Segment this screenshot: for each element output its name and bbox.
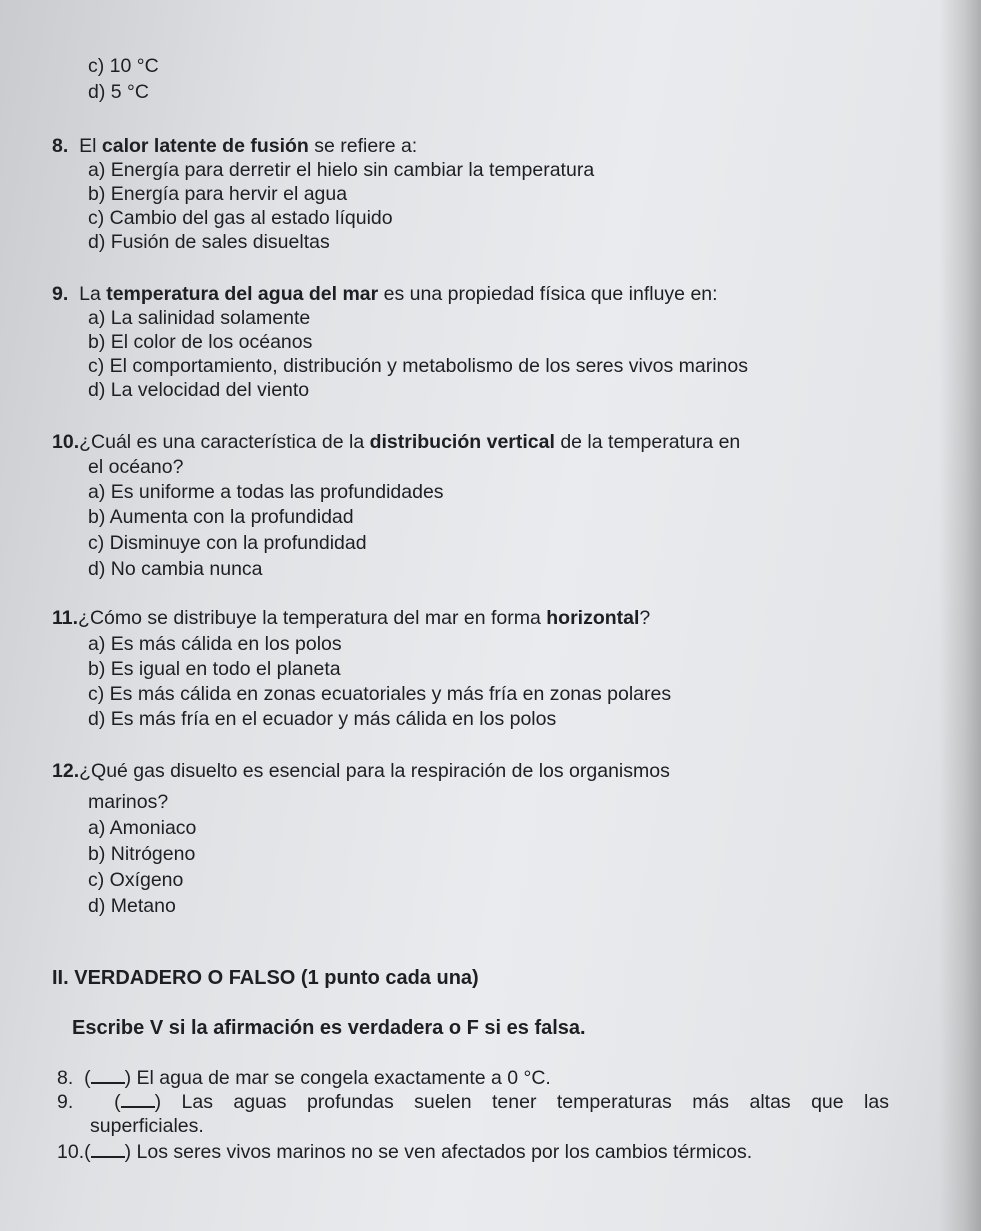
q10-option-b: b) Aumenta con la profundidad (88, 506, 354, 528)
section-title: II. VERDADERO O FALSO (1 punto cada una) (52, 967, 479, 989)
tf-item-8: 8. ( ) El agua de mar se congela exactamente a 0 °C. (57, 1067, 551, 1089)
tf-number: 10. (57, 1141, 85, 1163)
option-c-q7 (88, 54, 159, 78)
question-bold-text: horizontal (546, 607, 640, 629)
option-letter: c) (88, 55, 105, 77)
tf-item-9: 9. ( ) Las aguas profundas suelen tener temperaturas más altas que las (57, 1091, 889, 1113)
question-8 (52, 134, 417, 158)
tf-number: 9. (57, 1091, 74, 1113)
question-number: 12. (52, 760, 80, 782)
q11-option-b: b) Es igual en todo el planeta (88, 658, 341, 680)
tf-text: Los seres vivos marinos no se ven afectados por los cambios térmicos. (136, 1141, 753, 1163)
question-number: 11. (52, 607, 79, 629)
question-10 (52, 430, 740, 454)
question-text: ¿Cuál es una característica de la (79, 431, 370, 453)
question-number: 8. (52, 135, 69, 157)
option-text: 10 °C (109, 55, 159, 77)
page-edge-shadow (939, 0, 981, 1231)
q12-option-d: d) Metano (88, 895, 176, 917)
question-text: ¿Cómo se distribuye la temperatura del mar en forma (78, 607, 547, 629)
q12-option-b: b) Nitrógeno (88, 843, 196, 865)
q12-option-a: a) Amoniaco (88, 817, 197, 839)
question-text: de la temperatura en (554, 431, 741, 453)
question-text: se refiere a: (308, 135, 418, 157)
q9-option-b: b) El color de los océanos (88, 331, 313, 353)
option-text: 5 °C (110, 81, 149, 103)
q9-option-a: a) La salinidad solamente (88, 307, 311, 329)
q11-option-d: d) Es más fría en el ecuador y más cálida en los polos (88, 708, 557, 730)
q8-option-a: a) Energía para derretir el hielo sin cambiar la temperatura (88, 159, 595, 181)
question-text: El (79, 135, 102, 157)
q9-option-c: c) El comportamiento, distribución y metabolismo de los seres vivos marinos (88, 355, 749, 377)
question-bold-text: distribución vertical (369, 431, 555, 453)
question-text: ? (639, 607, 651, 629)
q8-option-d: d) Fusión de sales disueltas (88, 231, 330, 253)
q8-option-c: c) Cambio del gas al estado líquido (88, 207, 393, 229)
q12-text-line2: marinos? (88, 791, 169, 813)
q10-option-d: d) No cambia nunca (88, 558, 263, 580)
q11-option-a: a) Es más cálida en los polos (88, 633, 342, 655)
q12-option-c: c) Oxígeno (88, 869, 184, 891)
option-letter: d) (88, 81, 106, 103)
question-number: 9. (52, 283, 69, 305)
q10-option-a: a) Es uniforme a todas las profundidades (88, 481, 444, 503)
answer-blank[interactable] (91, 1066, 125, 1084)
section-instruction: Escribe V si la afirmación es verdadera o F si es falsa. (72, 1017, 586, 1039)
question-bold-text: calor latente de fusión (101, 135, 309, 157)
tf-text: Las aguas profundas suelen tener temperaturas más altas que las (181, 1091, 889, 1113)
question-text: La (79, 283, 107, 305)
option-d-q7 (88, 80, 149, 104)
q10-text-line2: el océano? (88, 456, 184, 478)
tf-item-10: 10.( ) Los seres vivos marinos no se ven afectados por los cambios térmicos. (57, 1141, 753, 1163)
answer-blank[interactable] (121, 1090, 155, 1108)
tf-number: 8. (57, 1067, 74, 1089)
q11-option-c: c) Es más cálida en zonas ecuatoriales y más fría en zonas polares (88, 683, 672, 705)
question-number: 10. (52, 431, 80, 453)
question-text: ¿Qué gas disuelto es esencial para la respiración de los organismos (79, 760, 670, 782)
tf-text: El agua de mar se congela exactamente a 0 °C. (136, 1067, 551, 1089)
q10-option-c: c) Disminuye con la profundidad (88, 532, 367, 554)
question-bold-text: temperatura del agua del mar (106, 283, 379, 305)
tf-item-9-line2: superficiales. (90, 1115, 204, 1137)
question-9 (52, 282, 718, 306)
q9-option-d: d) La velocidad del viento (88, 379, 310, 401)
question-text: es una propiedad física que influye en: (378, 283, 718, 305)
answer-blank[interactable] (91, 1140, 125, 1158)
question-11 (52, 606, 650, 630)
q8-option-b: b) Energía para hervir el agua (88, 183, 348, 205)
question-12 (52, 759, 670, 783)
